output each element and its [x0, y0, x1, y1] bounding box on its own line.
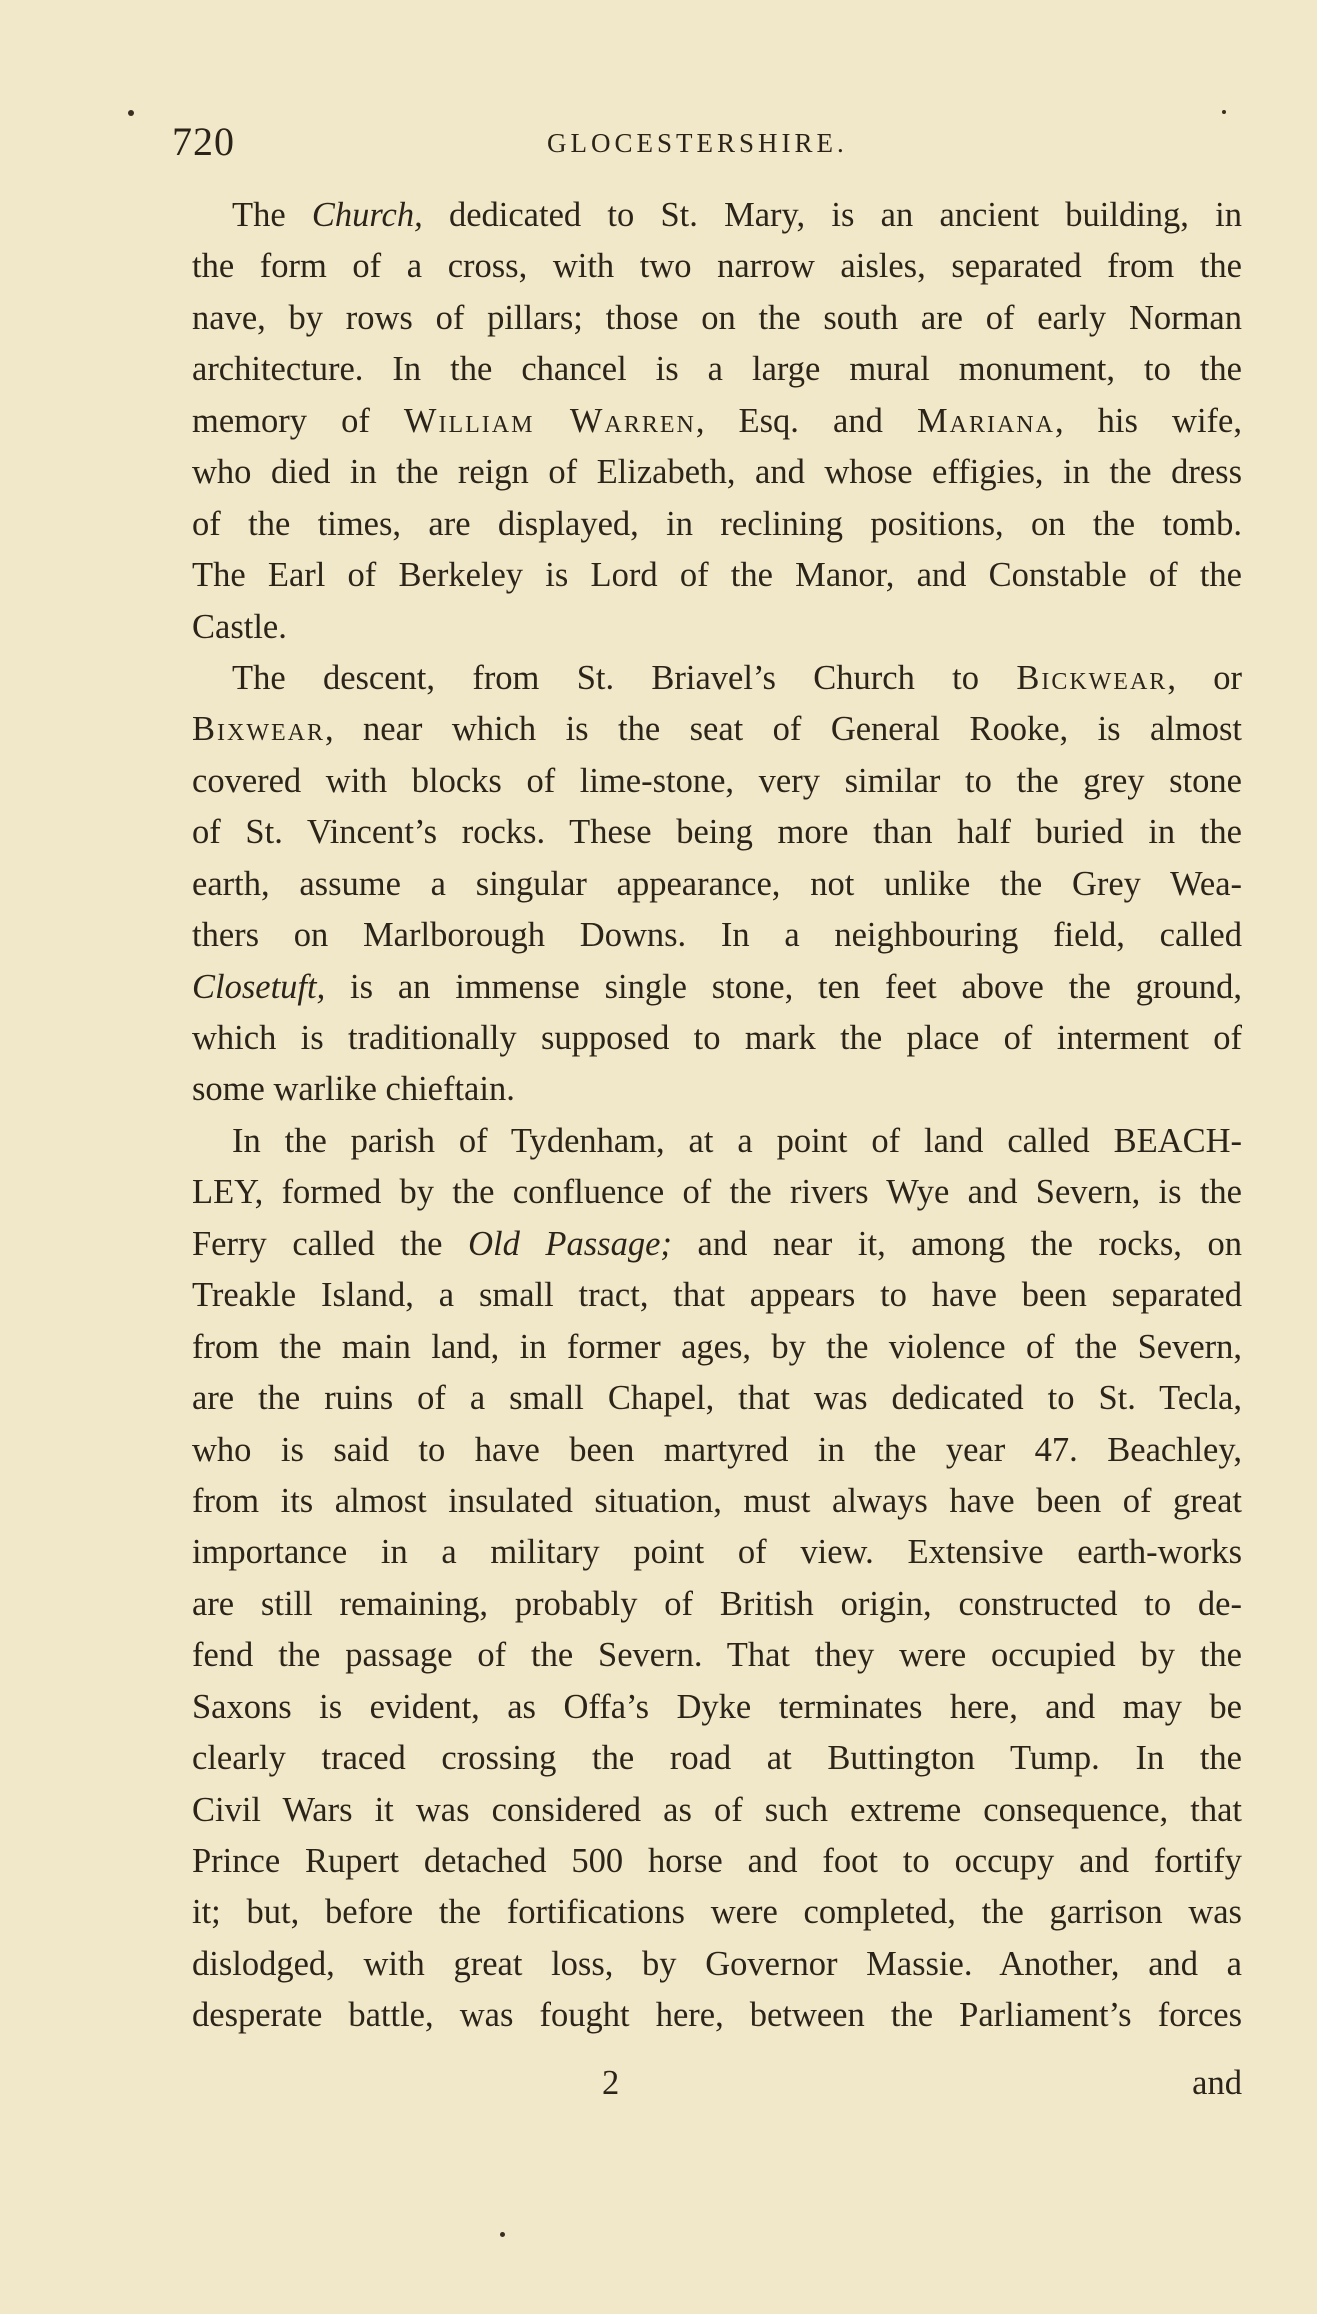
text-run: Saxons is evident, as Offa’s Dyke terminates here, and may be: [192, 1687, 1242, 1726]
text-run: dislodged, with great loss, by Governor Massie. Another, and a: [192, 1944, 1242, 1983]
text-line: [192, 1836, 1242, 1887]
text-run: Old Passage;: [468, 1224, 672, 1263]
text-line: [192, 1579, 1242, 1630]
text-run: , his wife,: [1054, 401, 1242, 440]
text-run: Closetuft,: [192, 967, 326, 1006]
text-run: earth, assume a singular appearance, not unlike the Grey Wea-: [192, 864, 1242, 903]
text-run: LEY, formed by the confluence of the rivers Wye and Severn, is the: [192, 1173, 1242, 1212]
text-line: [192, 1167, 1242, 1218]
text-line: [192, 396, 1242, 447]
text-line: [192, 1116, 1242, 1167]
text-run: covered with blocks of lime-stone, very similar to the grey stone: [192, 761, 1242, 800]
catchword: and: [1192, 2064, 1242, 2102]
text-run: Ferry called the: [192, 1224, 469, 1263]
text-run: Mariana: [916, 401, 1055, 440]
text-run: The descent, from St. Briavel’s Church to: [232, 658, 1017, 697]
text-line: [192, 807, 1242, 858]
text-line: [192, 1527, 1242, 1578]
text-run: dedicated to St. Mary, is an ancient building, in: [422, 196, 1242, 234]
text-run: Church,: [311, 196, 423, 234]
text-line: [192, 1733, 1242, 1784]
text-run: is an immense single stone, ten feet above the ground,: [325, 967, 1242, 1006]
text-run: it; but, before the fortifications were completed, the garrison was: [192, 1893, 1242, 1932]
text-run: are still remaining, probably of British origin, constructed to de-: [192, 1584, 1242, 1623]
text-line: [192, 1990, 1242, 2041]
text-run: which is traditionally supposed to mark the place of interment of: [192, 1019, 1242, 1057]
text-run: Bixwear: [192, 710, 325, 749]
text-run: , Esq. and: [695, 401, 917, 440]
text-line: [192, 1270, 1242, 1321]
text-run: The Earl of Berkeley is Lord of the Manor, and Constable of the: [192, 556, 1242, 595]
text-line: [192, 1939, 1242, 1990]
text-line: [192, 1785, 1242, 1836]
text-line: [192, 602, 1242, 653]
text-run: William Warren: [403, 401, 696, 440]
text-run: The: [232, 196, 312, 234]
text-line: [192, 1425, 1242, 1476]
text-run: Bickwear: [1016, 658, 1168, 697]
text-run: , or: [1167, 658, 1242, 697]
body-text: [192, 190, 1242, 2042]
text-run: Treakle Island, a small tract, that appears to have been separated: [192, 1276, 1242, 1315]
ink-speck: [128, 110, 134, 116]
text-line: [192, 859, 1242, 910]
text-line: [192, 550, 1242, 601]
text-run: of the times, are displayed, in reclining positions, on the tomb.: [192, 504, 1242, 543]
text-run: and near it, among the rocks, on: [671, 1224, 1243, 1263]
text-run: fend the passage of the Severn. That they were occupied by the: [192, 1636, 1242, 1675]
text-run: of St. Vincent’s rocks. These being more than half buried in the: [192, 813, 1242, 852]
text-line: [192, 190, 1242, 241]
text-run: who is said to have been martyred in the year 47. Beachley,: [192, 1430, 1242, 1469]
page-header: [172, 118, 1237, 168]
text-line: [192, 910, 1242, 961]
text-line: [192, 1064, 1242, 1115]
text-run: Prince Rupert detached 500 horse and foot to occupy and fortify: [192, 1842, 1242, 1880]
ink-speck: [500, 2232, 505, 2237]
text-run: from its almost insulated situation, must always have been of great: [192, 1481, 1242, 1520]
page-number: 720: [172, 119, 235, 164]
text-line: [192, 344, 1242, 395]
text-run: thers on Marlborough Downs. In a neighbouring field, called: [192, 916, 1242, 955]
text-line: [192, 1887, 1242, 1938]
text-line: [192, 1322, 1242, 1373]
text-run: Castle.: [192, 607, 287, 646]
text-run: architecture. In the chancel is a large mural monument, to the: [192, 350, 1242, 389]
text-run: clearly traced crossing the road at Buttington Tump. In the: [192, 1739, 1242, 1778]
text-line: [192, 241, 1242, 292]
text-line: [192, 1682, 1242, 1733]
text-line: [192, 704, 1242, 755]
text-run: Civil Wars it was considered as of such extreme consequence, that: [192, 1790, 1242, 1829]
text-run: who died in the reign of Elizabeth, and whose effigies, in the dress: [192, 453, 1242, 492]
ink-speck: [1222, 110, 1226, 114]
text-line: [192, 1630, 1242, 1681]
running-head: GLOCESTERSHIRE.: [547, 128, 848, 158]
page-footer: [192, 2064, 1242, 2116]
text-line: [192, 962, 1242, 1013]
text-run: some warlike chieftain.: [192, 1070, 515, 1109]
text-run: , near which is the seat of General Rooke, is almost: [325, 710, 1242, 749]
text-run: In the parish of Tydenham, at a point of land called BEACH-: [232, 1121, 1242, 1160]
signature-mark: 2: [602, 2064, 620, 2102]
text-line: [192, 653, 1242, 704]
text-run: nave, by rows of pillars; those on the south are of early Norman: [192, 298, 1242, 337]
text-line: [192, 1476, 1242, 1527]
text-line: [192, 1219, 1242, 1270]
text-line: [192, 447, 1242, 498]
text-run: memory of: [192, 401, 404, 440]
text-line: [192, 756, 1242, 807]
text-line: [192, 293, 1242, 344]
text-run: from the main land, in former ages, by the violence of the Severn,: [192, 1327, 1242, 1366]
text-run: desperate battle, was fought here, between the Parliament’s forces: [192, 1996, 1242, 2035]
text-run: are the ruins of a small Chapel, that was dedicated to St. Tecla,: [192, 1379, 1242, 1418]
text-run: importance in a military point of view. Extensive earth-works: [192, 1533, 1242, 1572]
text-line: [192, 499, 1242, 550]
text-run: the form of a cross, with two narrow aisles, separated from the: [192, 247, 1242, 286]
text-line: [192, 1013, 1242, 1064]
text-line: [192, 1373, 1242, 1424]
